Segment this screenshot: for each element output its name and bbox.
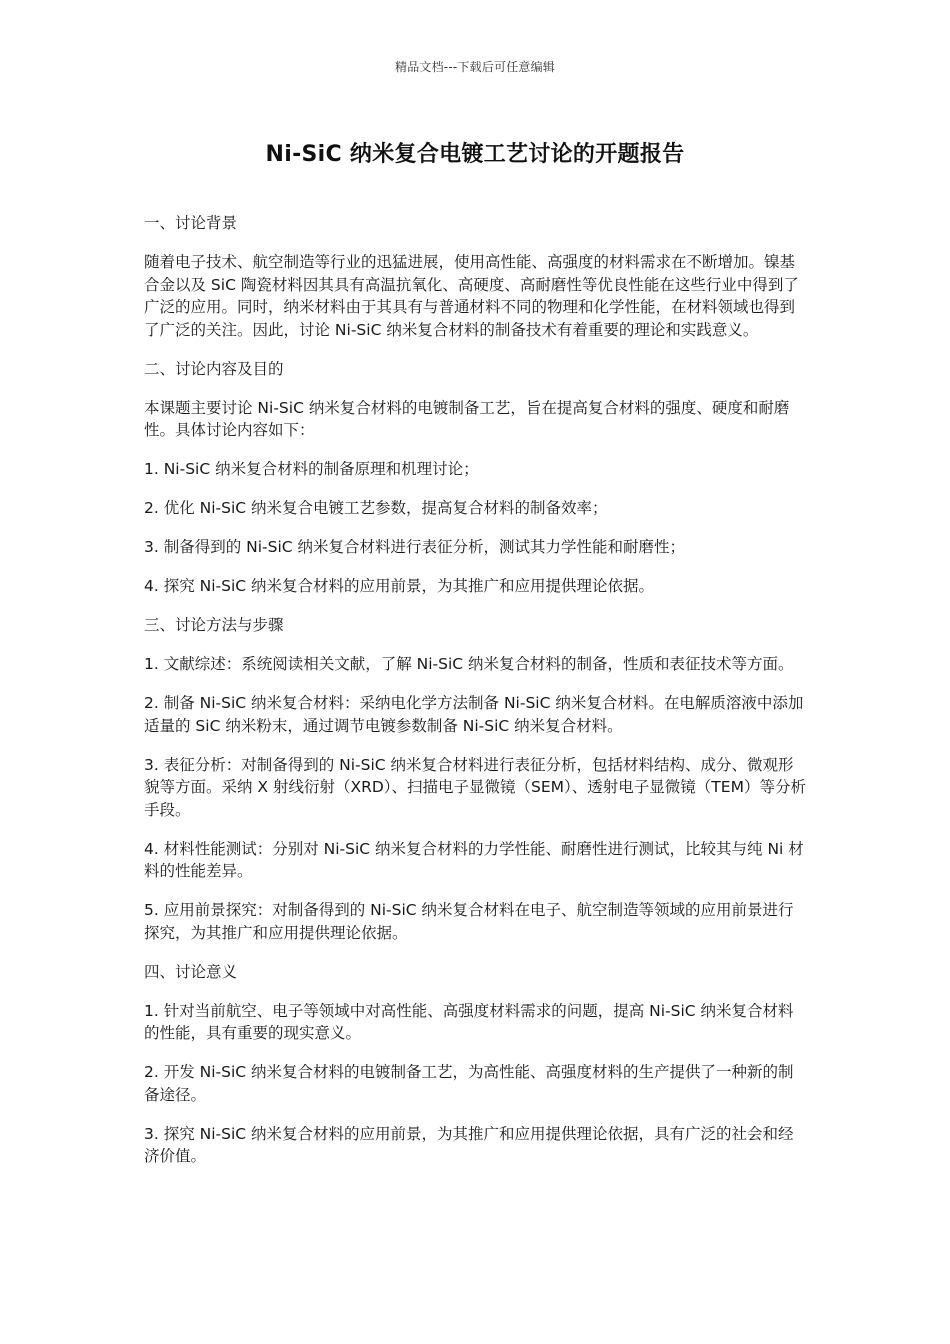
method-list-item: 5. 应用前景探究：对制备得到的 Ni-SiC 纳米复合材料在电子、航空制造等领域的应用前景进行探究，为其推广和应用提供理论依据。 bbox=[144, 901, 794, 942]
method-list-item: 2. 制备 Ni-SiC 纳米复合材料：采纳电化学方法制备 Ni-SiC 纳米复合材料。在电解质溶液中添加适量的 SiC 纳米粉末，通过调节电镀参数制备 Ni-SiC 纳米复合材料。 bbox=[144, 694, 804, 735]
content-intro-paragraph: 本课题主要讨论 Ni-SiC 纳米复合材料的电镀制备工艺，旨在提高复合材料的强度、硬度和耐磨性。具体讨论内容如下： bbox=[144, 398, 790, 439]
document-title: Ni-SiC 纳米复合电镀工艺讨论的开题报告 bbox=[265, 142, 685, 167]
section-heading-content-purpose: 二、讨论内容及目的 bbox=[144, 359, 284, 378]
document-body bbox=[144, 212, 808, 1184]
background-paragraph: 随着电子技术、航空制造等行业的迅猛进展，使用高性能、高强度的材料需求在不断增加。镍基合金以及 SiC 陶瓷材料因其具有高温抗氧化、高硬度、高耐磨性等优良性能在这些行业中得到了广泛的应用。同时，纳米材料由于其具有与普通材料不同的物理和化学性能，在材料领域也得到了广泛的关注。因此，讨论 Ni-SiC 纳米复合材料的制备技术有着重要的理论和实践意义。 bbox=[144, 253, 799, 339]
method-list-item: 1. 文献综述：系统阅读相关文献，了解 Ni-SiC 纳米复合材料的制备，性质和表征技术等方面。 bbox=[144, 655, 794, 673]
significance-list-item: 3. 探究 Ni-SiC 纳米复合材料的应用前景，为其推广和应用提供理论依据，具有广泛的社会和经济价值。 bbox=[144, 1124, 794, 1165]
content-list-item: 1. Ni-SiC 纳米复合材料的制备原理和机理讨论； bbox=[144, 460, 479, 478]
header-note: 精品文档---下载后可任意编辑 bbox=[395, 60, 555, 74]
method-list-item: 3. 表征分析：对制备得到的 Ni-SiC 纳米复合材料进行表征分析，包括材料结构、成分、微观形貌等方面。采纳 X 射线衍射（XRD）、扫描电子显微镜（SEM）、透射电子显微镜（TEM）等分析手段。 bbox=[144, 755, 806, 819]
significance-list-item: 2. 开发 Ni-SiC 纳米复合材料的电镀制备工艺，为高性能、高强度材料的生产提供了一种新的制备途径。 bbox=[144, 1063, 794, 1104]
section-heading-methods: 三、讨论方法与步骤 bbox=[144, 616, 284, 634]
significance-list-item: 1. 针对当前航空、电子等领域中对高性能、高强度材料需求的问题，提高 Ni-SiC 纳米复合材料的性能，具有重要的现实意义。 bbox=[144, 1001, 794, 1042]
content-list-item: 3. 制备得到的 Ni-SiC 纳米复合材料进行表征分析，测试其力学性能和耐磨性； bbox=[144, 538, 686, 556]
content-list-item: 2. 优化 Ni-SiC 纳米复合电镀工艺参数，提高复合材料的制备效率； bbox=[144, 499, 608, 517]
section-heading-background: 一、讨论背景 bbox=[144, 214, 238, 232]
section-heading-significance: 四、讨论意义 bbox=[144, 962, 238, 981]
method-list-item: 4. 材料性能测试：分别对 Ni-SiC 纳米复合材料的力学性能、耐磨性进行测试，比较其与纯 Ni 材料的性能差异。 bbox=[144, 839, 804, 880]
content-list-item: 4. 探究 Ni-SiC 纳米复合材料的应用前景，为其推广和应用提供理论依据。 bbox=[144, 577, 655, 595]
